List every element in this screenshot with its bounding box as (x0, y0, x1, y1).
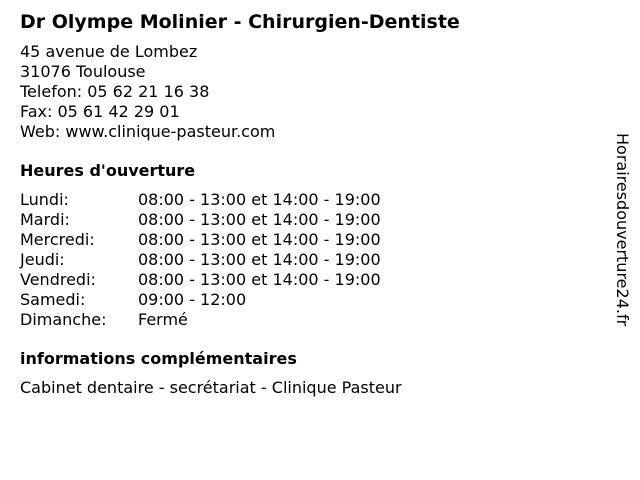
info-text: Cabinet dentaire - secrétariat - Clinique Pasteur (20, 378, 402, 397)
address-street: 45 avenue de Lombez (20, 42, 198, 61)
address-city: 31076 Toulouse (20, 62, 146, 81)
hours-time: 08:00 - 13:00 et 14:00 - 19:00 (138, 250, 381, 269)
address-block (20, 42, 600, 142)
hours-row-sunday (20, 310, 600, 330)
hours-row-friday (20, 270, 600, 290)
hours-time: Fermé (138, 310, 188, 329)
hours-day: Mercredi: (20, 230, 95, 249)
page-title: Dr Olympe Molinier - Chirurgien-Dentiste (20, 11, 460, 33)
hours-day: Vendredi: (20, 270, 96, 289)
hours-day: Lundi: (20, 190, 69, 209)
hours-time: 08:00 - 13:00 et 14:00 - 19:00 (138, 270, 381, 289)
hours-day: Samedi: (20, 290, 86, 309)
hours-day: Jeudi: (20, 250, 65, 269)
hours-table (20, 190, 600, 330)
info-heading: informations complémentaires (20, 349, 297, 368)
business-card (20, 8, 600, 398)
hours-day: Mardi: (20, 210, 70, 229)
hours-row-thursday (20, 250, 600, 270)
website: Web: www.clinique-pasteur.com (20, 122, 276, 141)
hours-time: 08:00 - 13:00 et 14:00 - 19:00 (138, 210, 381, 229)
hours-row-wednesday (20, 230, 600, 250)
hours-time: 09:00 - 12:00 (138, 290, 247, 309)
hours-day: Dimanche: (20, 310, 107, 329)
fax-number: Fax: 05 61 42 29 01 (20, 102, 180, 121)
hours-time: 08:00 - 13:00 et 14:00 - 19:00 (138, 190, 381, 209)
site-watermark: Horairesdouverture24.fr (613, 133, 632, 327)
hours-heading: Heures d'ouverture (20, 161, 196, 180)
hours-row-tuesday (20, 210, 600, 230)
phone-number: Telefon: 05 62 21 16 38 (20, 82, 210, 101)
hours-row-saturday (20, 290, 600, 310)
hours-time: 08:00 - 13:00 et 14:00 - 19:00 (138, 230, 381, 249)
hours-row-monday (20, 190, 600, 210)
